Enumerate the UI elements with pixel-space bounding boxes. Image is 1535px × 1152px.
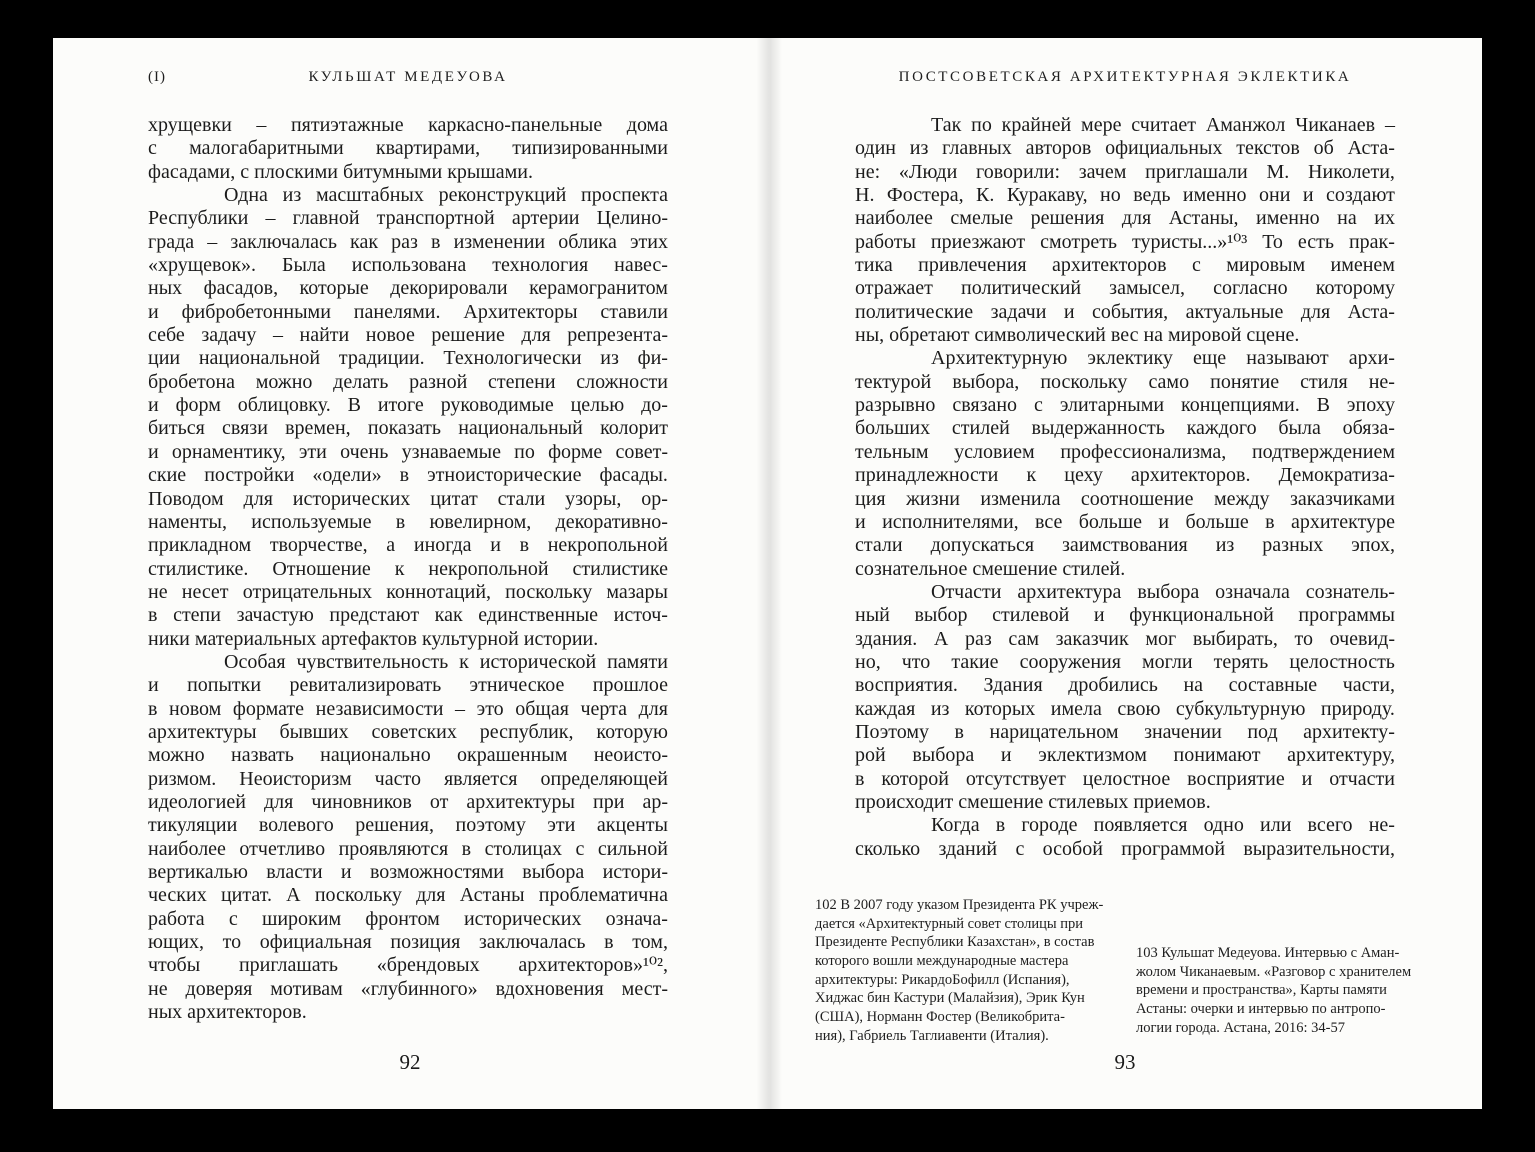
footnote-line: 102 В 2007 году указом Президента РК учреж- [815, 897, 1104, 913]
footnote-line: логии города. Астана, 2016: 34-57 [1136, 1019, 1345, 1036]
text-line: чтобы приглашать «брендовых архитекторов»¹⁰², [148, 954, 668, 977]
text-line: политические задачи и события, актуальные для Аста- [855, 300, 1395, 323]
page-gutter [756, 38, 782, 1109]
footnote-line: 103 Кульшат Медеуова. Интервью с Аман- [1136, 945, 1400, 961]
footnote-line: Президенте Республики Казахстан», в состав [815, 934, 1095, 951]
text-line: отражает политический замысел, согласно которому [855, 277, 1395, 300]
footnote-line: ния), Габриель Таглиавенти (Италия). [815, 1027, 1049, 1044]
book-spread [53, 38, 1482, 1109]
section-marker: (I) [148, 69, 166, 85]
text-line: архитектуры бывших советских республик, которую [148, 720, 668, 743]
footnote-103 [1136, 944, 1446, 1037]
text-line: тика привлечения архитекторов с мировым именем [855, 254, 1395, 277]
text-line: ных архитекторов. [148, 1001, 307, 1024]
text-line: с малогабаритными квартирами, типизированными [148, 137, 668, 160]
text-line: здания. А раз сам заказчик мог выбирать, то очевид- [855, 627, 1395, 650]
text-line: хрущевки – пятиэтажные каркасно-панельные дома [148, 114, 668, 136]
text-line: стилистике. Отношение к некропольной стилистике [148, 557, 668, 580]
text-line: ны, обретают символический вес на мировой сцене. [855, 324, 1300, 347]
text-line: не: «Люди говорили: зачем приглашали М. Николети, [855, 160, 1395, 183]
text-line: происходит смешение стилевых приемов. [855, 790, 1211, 813]
text-line: ных фасадов, которые декорировали керамогранитом [148, 277, 668, 300]
text-line: и попытки ревитализировать этническое прошлое [148, 674, 668, 697]
running-head-left: КУЛЬШАТ МЕДЕУОВА [308, 69, 508, 85]
footnote-line: (США), Норманн Фостер (Великобрита- [815, 1009, 1065, 1026]
text-line: тектурой выбора, поскольку само понятие стиля не- [855, 370, 1395, 393]
text-line: работа с широким фронтом исторических означа- [148, 907, 668, 930]
text-line: града – заключалась как раз в изменении облика этих [148, 230, 668, 253]
text-line: Поэтому в нарицательном значении под архитекту- [855, 720, 1395, 743]
text-line: разрывно связано с элитарными концепциями. В эпоху [855, 394, 1395, 417]
footnote-line: которого вошли международные мастера [815, 953, 1069, 970]
text-line: не доверяя мотивам «глубинного» вдохновения мест- [148, 977, 668, 1000]
footnote-line: времени и пространства», Карты памяти [1136, 982, 1387, 999]
footnote-line: Астаны: очерки и интервью по антропо- [1136, 1001, 1386, 1018]
page-number-left: 92 [399, 1050, 421, 1074]
text-line: ники материальных артефактов культурной истории. [148, 627, 599, 650]
text-line: и исполнителями, все больше и больше в архитектуре [855, 510, 1395, 533]
text-line: сознательное смешение стилей. [855, 557, 1126, 580]
right-body [855, 114, 1395, 861]
text-line: идеологией для чиновников от архитектуры при ар- [148, 790, 668, 813]
text-line: себе задачу – найти новое решение для репрезента- [148, 324, 668, 347]
text-line: наменты, используемые в ювелирном, декоративно- [148, 510, 668, 533]
running-head-right: ПОСТСОВЕТСКАЯ АРХИТЕКТУРНАЯ ЭКЛЕКТИКА [898, 69, 1352, 85]
text-line: ризмом. Неоисторизм часто является определяющей [148, 767, 668, 790]
footnote-line: Хиджас бин Кастури (Малайзия), Эрик Кун [815, 990, 1085, 1007]
text-line: бробетона можно делать разной степени сложности [148, 370, 668, 393]
text-line: ские постройки «одели» в этноисторические фасады. [148, 464, 668, 487]
text-line: каждая из которых имела свою субкультурную природу. [855, 697, 1395, 720]
text-line: «хрущевок». Была использована технология навес- [148, 254, 668, 277]
text-line: Отчасти архитектура выбора означала сознатель- [931, 580, 1395, 603]
text-line: в которой отсутствует целостное восприятие и отчасти [855, 767, 1395, 790]
footnote-line: архитектуры: РикардоБофилл (Испания), [815, 971, 1070, 988]
text-line: принадлежности к цеху архитекторов. Демократиза- [855, 464, 1395, 487]
text-line: стали допускаться заимствования из разных эпох, [855, 534, 1395, 557]
text-line: и орнаментику, эти очень узнаваемые по форме совет- [148, 440, 668, 463]
text-line: работы приезжают смотреть туристы...»¹⁰³ То есть прак- [855, 230, 1395, 253]
text-line: Поводом для исторических цитат стали узоры, ор- [148, 487, 668, 510]
text-line: в степи зачастую предстают как единственные источ- [148, 604, 668, 627]
text-line: в новом формате независимости – это общая черта для [148, 697, 668, 720]
text-line: но, что такие сооружения могли терять целостность [855, 650, 1395, 673]
text-line: наиболее отчетливо проявляются в столицах с сильной [148, 837, 668, 860]
text-line: рой выбора и эклектизмом понимают архитектуру, [855, 744, 1395, 767]
text-line: Особая чувствительность к исторической памяти [224, 650, 668, 673]
text-line: больших стилей выдержанность каждого была обяза- [855, 417, 1395, 440]
text-line: Архитектурную эклектику еще называют архи- [931, 347, 1395, 370]
text-line: Республики – главной транспортной артерии Целино- [148, 207, 668, 230]
left-body [148, 114, 668, 1024]
text-line: наиболее смелые решения для Астаны, именно на их [855, 207, 1395, 230]
text-line: вертикалью власти и возможностями выбора истори- [148, 861, 668, 883]
text-line: ции национальной традиции. Технологически из фи- [148, 347, 668, 370]
text-line: ный выбор стилевой и функциональной программы [855, 604, 1395, 627]
text-line: один из главных авторов официальных текстов об Аста- [855, 137, 1395, 160]
text-line: восприятия. Здания дробились на составные части, [855, 674, 1395, 697]
text-line: Когда в городе появляется одно или всего не- [931, 814, 1395, 837]
footnote-line: жолом Чиканаевым. «Разговор с хранителем [1136, 963, 1412, 980]
text-line: и фибробетонными панелями. Архитекторы ставили [148, 300, 668, 323]
text-line: не несет отрицательных коннотаций, поскольку мазары [148, 580, 668, 603]
page-number-right: 93 [1114, 1050, 1136, 1074]
text-line: сколько зданий с особой программой выразительности, [855, 837, 1395, 860]
footnote-line: дается «Архитектурный совет столицы при [815, 915, 1084, 932]
text-line: биться связи времен, показать национальный колорит [148, 417, 668, 440]
text-line: Н. Фостера, К. Куракаву, но ведь именно они и создают [855, 184, 1395, 207]
text-line: и форм облицовку. В итоге руководимые целью до- [148, 394, 668, 417]
footnote-102 [815, 896, 1115, 1046]
text-line: Так по крайней мере считает Аманжол Чиканаев – [931, 114, 1395, 136]
text-line: можно назвать национально окрашенным неоисто- [148, 744, 668, 767]
text-line: ческих цитат. А поскольку для Астаны проблематична [148, 884, 668, 907]
text-line: тельным условием профессионализма, подтверждением [855, 440, 1395, 463]
text-line: ющих, то официальная позиция заключалась в том, [148, 931, 668, 954]
text-line: фасадами, с плоскими битумными крышами. [148, 160, 533, 183]
text-line: прикладном творчестве, а иногда и в некропольной [148, 534, 668, 557]
text-line: ция жизни изменила соотношение между заказчиками [855, 487, 1395, 510]
text-line: тикуляции волевого решения, поэтому эти акценты [148, 814, 668, 837]
text-line: Одна из масштабных реконструкций проспекта [224, 184, 668, 207]
